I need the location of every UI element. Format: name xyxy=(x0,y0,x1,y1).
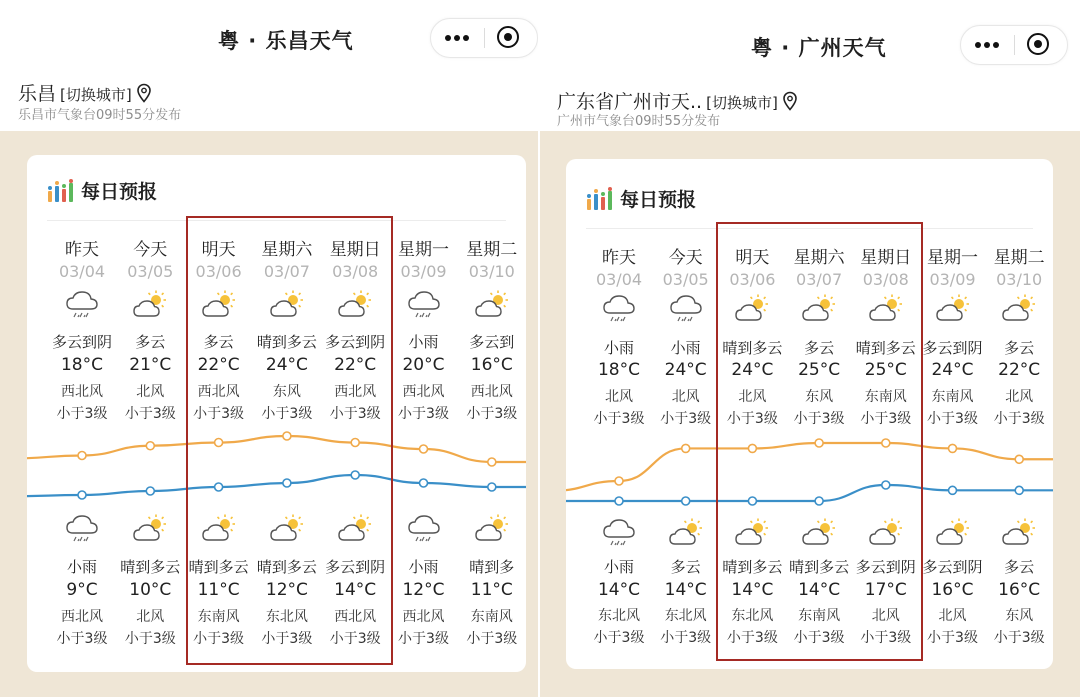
day-wind-direction: 北风 xyxy=(738,389,767,405)
date-label: 03/04 xyxy=(58,262,106,281)
night-condition: 晴到多云 xyxy=(722,558,783,576)
date-label: 03/06 xyxy=(729,270,776,289)
city-name: 广东省广州市天.. xyxy=(557,91,703,113)
low-temperature: 14°C xyxy=(664,580,707,600)
low-temperature: 14°C xyxy=(597,580,640,600)
day-wind-direction: 西北风 xyxy=(470,384,513,400)
high-temp-point xyxy=(420,445,428,453)
low-temperature: 14°C xyxy=(731,580,774,600)
switch-city-link[interactable]: [切换城市] xyxy=(706,94,778,112)
day-wind-force: 小于3级 xyxy=(593,411,645,427)
night-wind-force: 小于3级 xyxy=(398,631,449,647)
night-wind-force: 小于3级 xyxy=(466,631,518,647)
day-label: 星期二 xyxy=(993,248,1045,268)
night-wind-force: 小于3级 xyxy=(56,631,108,647)
night-wind-force: 小于3级 xyxy=(660,630,712,646)
high-temp-point xyxy=(615,477,623,485)
night-wind-force: 小于3级 xyxy=(726,630,778,646)
day-label: 今天 xyxy=(133,240,168,260)
day-wind-force: 小于3级 xyxy=(993,411,1045,427)
night-wind-force: 小于3级 xyxy=(593,630,645,646)
close-target-icon[interactable] xyxy=(497,26,519,48)
partly-cloudy-icon xyxy=(668,517,704,549)
night-wind-direction: 西北风 xyxy=(334,609,377,625)
low-temperature: 10°C xyxy=(129,580,172,600)
day-label: 昨天 xyxy=(65,240,99,260)
day-label: 明天 xyxy=(735,248,770,268)
night-condition: 小雨 xyxy=(66,558,97,576)
day-condition: 晴到多云 xyxy=(256,333,317,351)
night-wind-direction: 西北风 xyxy=(402,609,445,625)
day-label: 星期一 xyxy=(398,240,449,260)
mini-program-capsule xyxy=(430,18,538,58)
low-temperature: 9°C xyxy=(66,580,98,600)
high-temperature: 24°C xyxy=(664,360,707,380)
partly-cloudy-icon xyxy=(1001,293,1037,325)
date-label: 03/08 xyxy=(862,270,909,289)
high-temp-point xyxy=(949,444,957,452)
night-wind-force: 小于3级 xyxy=(793,630,845,646)
high-temperature: 25°C xyxy=(798,360,841,380)
night-condition: 多云 xyxy=(670,558,701,576)
day-condition: 晴到多云 xyxy=(722,339,783,357)
day-wind-force: 小于3级 xyxy=(261,406,313,422)
close-target-icon[interactable] xyxy=(1027,33,1049,55)
cloud-rain-icon xyxy=(601,517,637,549)
day-wind-direction: 北风 xyxy=(605,389,633,405)
high-temperature: 20°C xyxy=(402,355,445,375)
day-wind-direction: 东南风 xyxy=(864,389,907,405)
more-dots-icon[interactable] xyxy=(445,27,473,47)
day-condition: 小雨 xyxy=(603,339,634,357)
night-condition: 晴到多云 xyxy=(256,558,317,576)
day-wind-direction: 东风 xyxy=(272,384,301,400)
low-temperature: 11°C xyxy=(470,580,513,600)
day-condition: 多云到 xyxy=(469,333,515,351)
night-wind-force: 小于3级 xyxy=(927,630,978,646)
day-condition: 小雨 xyxy=(408,333,439,351)
cloud-rain-icon xyxy=(601,293,637,325)
day-label: 星期六 xyxy=(261,240,313,260)
day-label: 星期日 xyxy=(329,240,381,260)
night-condition: 小雨 xyxy=(603,558,634,576)
night-wind-force: 小于3级 xyxy=(329,631,381,647)
page-title: 粤 · 乐昌天气 xyxy=(218,29,354,53)
day-condition: 多云到阴 xyxy=(325,333,386,351)
day-label: 星期日 xyxy=(860,248,912,268)
day-wind-force: 小于3级 xyxy=(927,411,978,427)
publish-info: 乐昌市气象台09时55分发布 xyxy=(18,108,182,123)
night-wind-direction: 东南风 xyxy=(197,609,240,625)
date-label: 03/10 xyxy=(996,270,1043,289)
day-condition: 多云到阴 xyxy=(922,339,983,357)
day-wind-force: 小于3级 xyxy=(466,406,518,422)
night-wind-direction: 北风 xyxy=(871,608,900,624)
day-wind-force: 小于3级 xyxy=(56,406,108,422)
switch-city-link[interactable]: [切换城市] xyxy=(60,86,132,104)
day-label: 今天 xyxy=(668,248,703,268)
day-wind-direction: 西北风 xyxy=(61,384,103,400)
day-wind-direction: 西北风 xyxy=(334,384,377,400)
high-temperature: 24°C xyxy=(931,360,974,380)
low-temp-point xyxy=(420,479,428,487)
high-temperature: 16°C xyxy=(470,355,513,375)
low-temp-point xyxy=(78,491,86,499)
more-dots-icon[interactable] xyxy=(975,34,1003,54)
date-label: 03/05 xyxy=(662,270,709,289)
date-label: 03/08 xyxy=(332,262,379,281)
night-wind-direction: 北风 xyxy=(938,608,967,624)
high-temperature: 22°C xyxy=(197,355,240,375)
right-weather-panel xyxy=(540,0,1080,697)
date-label: 03/09 xyxy=(400,262,447,281)
high-temperature: 18°C xyxy=(60,355,103,375)
night-wind-direction: 北风 xyxy=(136,609,165,625)
day-wind-force: 小于3级 xyxy=(726,411,778,427)
night-condition: 晴到多云 xyxy=(120,558,181,576)
date-label: 03/06 xyxy=(195,262,242,281)
high-temp-point xyxy=(1015,455,1023,463)
card-title: 每日预报 xyxy=(81,181,158,203)
day-condition: 小雨 xyxy=(670,339,701,357)
night-wind-direction: 东南风 xyxy=(470,609,513,625)
day-condition: 多云 xyxy=(1004,339,1035,357)
location-pin-icon[interactable] xyxy=(782,91,798,111)
cloud-rain-icon xyxy=(64,289,100,321)
night-wind-direction: 东南风 xyxy=(798,608,841,624)
high-temp-point xyxy=(682,444,690,452)
day-column xyxy=(979,159,1059,659)
day-column xyxy=(452,155,532,655)
day-wind-force: 小于3级 xyxy=(793,411,845,427)
low-temp-point xyxy=(682,497,690,505)
partly-cloudy-icon xyxy=(1001,517,1037,549)
partly-cloudy-icon xyxy=(474,289,510,321)
high-temperature: 24°C xyxy=(265,355,308,375)
day-wind-force: 小于3级 xyxy=(860,411,912,427)
night-wind-direction: 东北风 xyxy=(664,608,707,624)
date-label: 03/10 xyxy=(468,262,515,281)
low-temperature: 16°C xyxy=(998,580,1041,600)
low-temperature: 14°C xyxy=(798,580,841,600)
high-temperature: 21°C xyxy=(129,355,172,375)
night-condition: 多云到阴 xyxy=(922,558,983,576)
date-label: 03/09 xyxy=(929,270,976,289)
highlight-box xyxy=(716,222,923,661)
card-title: 每日预报 xyxy=(620,189,697,211)
low-temp-point xyxy=(146,487,154,495)
night-wind-direction: 东北风 xyxy=(265,609,308,625)
cloud-rain-icon xyxy=(668,293,704,325)
city-selector[interactable] xyxy=(18,79,152,106)
night-wind-force: 小于3级 xyxy=(993,630,1045,646)
mini-program-capsule xyxy=(960,25,1068,65)
day-wind-direction: 北风 xyxy=(136,384,165,400)
day-label: 昨天 xyxy=(602,248,636,268)
cloud-rain-icon xyxy=(64,513,100,545)
low-temperature: 12°C xyxy=(402,580,445,600)
night-wind-force: 小于3级 xyxy=(124,631,176,647)
high-temp-point xyxy=(488,458,496,466)
low-temperature: 12°C xyxy=(265,580,308,600)
low-temp-point xyxy=(949,486,957,494)
day-label: 星期一 xyxy=(927,248,978,268)
date-label: 03/05 xyxy=(127,262,174,281)
day-label: 星期六 xyxy=(793,248,845,268)
night-condition: 多云到阴 xyxy=(325,558,386,576)
city-name: 乐昌 xyxy=(18,83,57,105)
low-temp-point xyxy=(488,483,496,491)
night-condition: 多云到阴 xyxy=(855,558,916,576)
day-wind-direction: 北风 xyxy=(671,389,700,405)
day-wind-direction: 西北风 xyxy=(197,384,240,400)
partly-cloudy-icon xyxy=(935,517,971,549)
day-condition: 多云 xyxy=(135,333,166,351)
day-wind-direction: 东南风 xyxy=(931,389,974,405)
low-temperature: 17°C xyxy=(864,580,907,600)
night-wind-direction: 东北风 xyxy=(731,608,774,624)
highlight-box xyxy=(186,216,393,665)
day-condition: 多云 xyxy=(203,333,234,351)
high-temp-point xyxy=(146,442,154,450)
low-temperature: 16°C xyxy=(931,580,974,600)
cloud-rain-icon xyxy=(406,513,442,545)
day-wind-direction: 北风 xyxy=(1005,389,1034,405)
partly-cloudy-icon xyxy=(474,513,510,545)
night-wind-force: 小于3级 xyxy=(261,631,313,647)
partly-cloudy-icon xyxy=(935,293,971,325)
location-pin-icon[interactable] xyxy=(136,83,152,103)
day-condition: 晴到多云 xyxy=(855,339,916,357)
night-condition: 晴到多云 xyxy=(789,558,850,576)
day-condition: 多云到阴 xyxy=(51,333,112,351)
day-wind-direction: 西北风 xyxy=(402,384,445,400)
day-wind-force: 小于3级 xyxy=(398,406,449,422)
day-wind-direction: 东风 xyxy=(805,389,834,405)
partly-cloudy-icon xyxy=(132,513,168,545)
night-condition: 多云 xyxy=(1004,558,1035,576)
night-wind-force: 小于3级 xyxy=(860,630,912,646)
night-condition: 小雨 xyxy=(408,558,439,576)
date-label: 03/07 xyxy=(796,270,843,289)
low-temp-point xyxy=(615,497,623,505)
night-wind-force: 小于3级 xyxy=(193,631,245,647)
day-wind-force: 小于3级 xyxy=(660,411,712,427)
day-condition: 多云 xyxy=(804,339,835,357)
night-condition: 晴到多云 xyxy=(188,558,249,576)
partly-cloudy-icon xyxy=(132,289,168,321)
date-label: 03/04 xyxy=(595,270,643,289)
high-temperature: 22°C xyxy=(998,360,1041,380)
capsule-separator xyxy=(1014,35,1015,55)
page-title: 粤 · 广州天气 xyxy=(751,36,887,60)
high-temperature: 22°C xyxy=(334,355,377,375)
high-temp-point xyxy=(78,452,86,460)
date-label: 03/07 xyxy=(263,262,310,281)
high-temperature: 25°C xyxy=(864,360,907,380)
high-temperature: 24°C xyxy=(731,360,774,380)
day-label: 明天 xyxy=(201,240,236,260)
night-wind-direction: 西北风 xyxy=(61,609,103,625)
low-temperature: 11°C xyxy=(197,580,240,600)
day-label: 星期二 xyxy=(466,240,518,260)
night-wind-direction: 东北风 xyxy=(598,608,640,624)
cloud-rain-icon xyxy=(406,289,442,321)
publish-info: 广州市气象台09时55分发布 xyxy=(557,114,721,129)
night-condition: 晴到多 xyxy=(469,558,515,576)
day-wind-force: 小于3级 xyxy=(193,406,245,422)
low-temp-point xyxy=(1015,486,1023,494)
high-temperature: 18°C xyxy=(597,360,640,380)
capsule-separator xyxy=(484,28,485,48)
day-wind-force: 小于3级 xyxy=(329,406,381,422)
low-temperature: 14°C xyxy=(334,580,377,600)
day-wind-force: 小于3级 xyxy=(124,406,176,422)
night-wind-direction: 东风 xyxy=(1005,608,1034,624)
left-weather-panel xyxy=(0,0,538,697)
